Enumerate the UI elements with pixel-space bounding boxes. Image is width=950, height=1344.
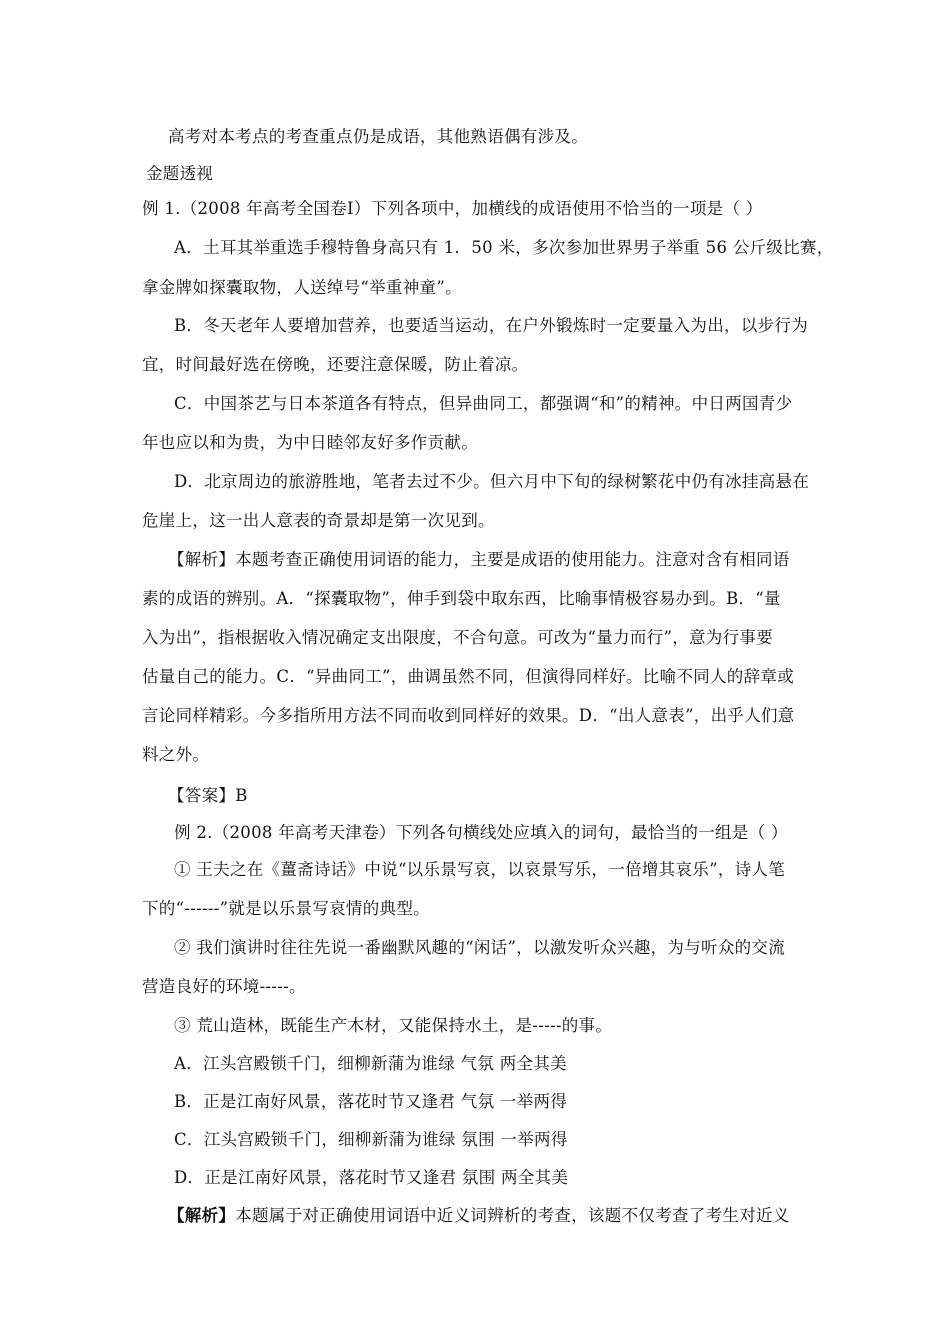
analysis-1-line-5: 言论同样精彩。今多指所用方法不同而收到同样好的效果。D．“出人意表”，出乎人们意 <box>142 706 795 725</box>
item-2-line-2: 营造良好的环境-----。 <box>142 977 306 996</box>
option-c-line-1: C．中国茶艺与日本茶道各有特点，但异曲同工，都强调“和”的精神。中日两国青少 <box>174 394 793 413</box>
item-1-line-1: ① 王夫之在《薑斋诗话》中说“以乐景写哀，以哀景写乐，一倍增其哀乐”，诗人笔 <box>174 860 786 879</box>
choice-b: B．正是江南好风景，落花时节又逢君 气氛 一举两得 <box>174 1092 568 1111</box>
option-a-line-2: 拿金牌如探囊取物，人送绰号“举重神童”。 <box>142 278 462 297</box>
analysis-1-line-3: 入为出”，指根据收入情况确定支出限度，不合句意。可改为“量力而行”，意为行事要 <box>142 628 774 647</box>
analysis-2-label: 【解析】 <box>168 1206 236 1225</box>
option-b-line-2: 宜，时间最好选在傍晚，还要注意保暖，防止着凉。 <box>142 355 529 374</box>
section-heading: 金题透视 <box>146 164 214 183</box>
analysis-2-line-1 <box>168 1206 790 1226</box>
answer-1: 【答案】B <box>168 786 248 805</box>
option-c-line-2: 年也应以和为贵，为中日睦邻友好多作贡献。 <box>142 433 478 452</box>
item-3: ③ 荒山造林，既能生产木材，又能保持水土，是-----的事。 <box>174 1016 613 1035</box>
intro-text: 高考对本考点的考查重点仍是成语，其他熟语偶有涉及。 <box>168 127 588 146</box>
choice-a: A．江头宫殿锁千门，细柳新蒲为谁绿 气氛 两全其美 <box>174 1054 567 1073</box>
analysis-1-line-2: 素的成语的辨别。A．“探囊取物”，伸手到袋中取东西，比喻事情极容易办到。B．“量 <box>142 589 781 608</box>
example-1-question: 例 1.（2008 年高考全国卷Ⅰ）下列各项中，加横线的成语使用不恰当的一项是（ ） <box>142 199 763 218</box>
item-2-line-1: ② 我们演讲时往往先说一番幽默风趣的“闲话”，以激发听众兴趣，为与听众的交流 <box>174 938 786 957</box>
option-b-line-1: B．冬天老年人要增加营养，也要适当运动，在户外锻炼时一定要量入为出，以步行为 <box>174 316 809 335</box>
choice-c: C．江头宫殿锁千门，细柳新蒲为谁绿 氛围 一举两得 <box>174 1130 568 1149</box>
item-1-line-2: 下的“------”就是以乐景写哀情的典型。 <box>142 899 430 918</box>
example-2-question: 例 2.（2008 年高考天津卷）下列各句横线处应填入的词句，最恰当的一组是（ ） <box>174 823 788 842</box>
option-d-line-1: D．北京周边的旅游胜地，笔者去过不少。但六月中下旬的绿树繁花中仍有冰挂高悬在 <box>174 472 810 491</box>
analysis-1-line-4: 估量自己的能力。C．“异曲同工”，曲调虽然不同，但演得同样好。比喻不同人的辞章或 <box>142 667 794 686</box>
option-a-line-1: A．土耳其举重选手穆特鲁身高只有 1．50 米，多次参加世界男子举重 56 公斤级比赛， <box>174 238 834 257</box>
analysis-1-line-1: 【解析】本题考查正确使用词语的能力，主要是成语的使用能力。注意对含有相同语 <box>168 550 790 569</box>
analysis-2-text: 本题属于对正确使用词语中近义词辨析的考查，该题不仅考查了考生对近义 <box>235 1206 790 1225</box>
analysis-1-line-6: 料之外。 <box>142 745 210 764</box>
option-d-line-2: 危崖上，这一出人意表的奇景却是第一次见到。 <box>142 511 495 530</box>
choice-d: D．正是江南好风景，落花时节又逢君 氛围 两全其美 <box>174 1168 569 1187</box>
